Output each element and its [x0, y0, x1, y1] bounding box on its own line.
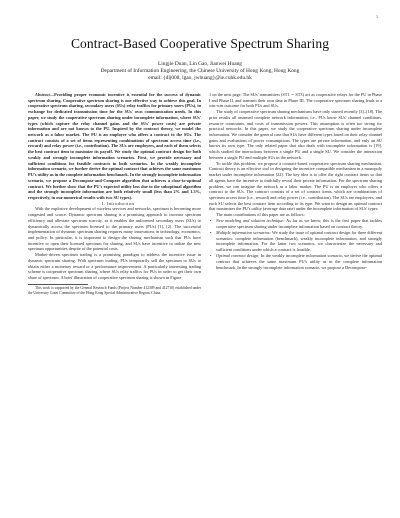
introduction-body: [28, 206, 201, 280]
abstract-text: —Providing proper economic incentive is essential for the success of dynamic spectrum sharing. Cooperative spectrum sharing is one effective way to achieve this goal. In cooperative spectrum sharing, secondary users (SUs) relay traffics for primary users (PUs), in exchange for dedicated transmission time for the SUs' own communication needs. In this paper, we study the cooperative spectrum sharing under incomplete information, where SUs' types (which capture the relay channel gains and the SUs' power costs) are private information and are not known to the PU. Inspired by the contract theory, we model the network as a labor market. The PU is an employer who offers a contract to the SUs. The contract consists of a set of items representing combinations of spectrum access time (i.e., reward) and relay power (i.e., contribution). The SUs are employees, and each of them selects the best contract item to maximize its payoff. We study the optimal contract design for both weakly and strongly incomplete information scenarios. First, we provide necessary and sufficient conditions for feasible contracts in both scenarios. In the weakly incomplete information scenario, we further derive the optimal contract that achieves the same maximum PU's utility as in the complete information benchmark. In the strongly incomplete information scenario, we propose a Decompose-and-Compare algorithm that achieves a close-to-optimal contract. We further show that the PU's expected utility loss due to the suboptimal algorithm and the strongly incomplete information are both relatively small (less than 2% and 1.3%, respectively, in our numerical results with two SU types).: [28, 92, 201, 200]
body-paragraph: The main contributions of this paper are as follows:: [216, 212, 305, 218]
bullet-icon: •: [210, 253, 212, 259]
body-paragraph: The study of cooperative spectrum sharing mechanisms have only started recently [3]–[18]. The prior results all assumed complete network information, i.e., PUs know SUs' channel conditions, resource constraints, and costs of transmission powers. This assumption is often too strong for practical networks. In this paper, we study the cooperative spectrum sharing under incomplete information. We consider the general case that SUs have different types based on their relay channel gains and evaluations of power consumptions. The types are private information, and only an SU knows its own type. The only related paper that also deals with incomplete information is [19], which studied the interactions between a single PU and a single SU. We consider the interaction between a single PU and multiple SUs in the network.: [209, 109, 382, 160]
contribution-label: Optimal contract design:: [216, 253, 260, 259]
body-paragraph: 1 on the next page. The SUs' transmitters (ST1 ∼ ST3) act as cooperative relays for the PU in Phase I and Phase II, and transmit their own data in Phase III. The cooperative spectrum sharing leads to a win-win outcome for both PUs and SUs.: [209, 92, 382, 109]
bullet-icon: •: [210, 218, 212, 224]
section-heading-introduction: I. Introduction: [101, 200, 135, 206]
contribution-text: We study the issue of optimal contract design for three different scenarios: complete information (benchmark), weakly incomplete information, and strongly incomplete information. For the latter two scenarios, we characterize the necessary and sufficient conditions under which a contract is feasible.: [216, 230, 382, 253]
abstract: [28, 92, 201, 201]
author-affiliation: Department of Information Engineering, the Chinese University of Hong Kong, Hong Kong: [100, 68, 300, 75]
intro-paragraph: With the explosive development of wireless services and networks, spectrum is becoming more congested and scarce. Dynamic spectrum sharing is a promising approach to increase spectrum efficiency and alleviate spectrum scarcity, as it enables the unlicensed secondary users (SUs) to dynamically access the spectrum licensed to the primary users (PUs) [1], [2]. The successful implementation of dynamic spectrum sharing requires many innovations in technology, economics, and policy. In particular, it is important to design the sharing mechanism such that PUs have incentive to open their licensed spectrum for sharing, and SUs have incentive to utilize the new spectrum opportunities despite of the potential costs.: [28, 206, 201, 252]
contribution-label: New modeling and solution technique:: [216, 218, 285, 224]
contribution-item: [209, 230, 382, 253]
bullet-icon: •: [210, 230, 212, 236]
page-number: 1: [376, 14, 378, 19]
contribution-label: Multiple information scenarios:: [216, 230, 271, 236]
left-column: [28, 92, 201, 296]
contribution-item: [209, 218, 382, 229]
paper-title: Contract-Based Cooperative Spectrum Sharing: [70, 36, 330, 51]
footnote-divider: [28, 284, 88, 285]
author-names: Lingjie Duan, Lin Gao, Jianwei Huang: [158, 61, 242, 67]
contribution-text: As far as we know, this is the first paper that tackles cooperative spectrum sharing under incomplete information based on contract theory.: [216, 218, 383, 229]
contribution-text: In the weakly incomplete information scenario, we derive the optimal contract that achieves the same maximum PU's utility as in the complete information benchmark. In the strongly incomplete information scenario, we propose a Decompose-: [216, 253, 383, 270]
funding-footnote: This work is supported by the General Research Funds (Project Number 412309 and 412710) established under the University Grant Committee of the Hong Kong Special Administrative Region, China.: [28, 286, 201, 295]
right-column: [209, 92, 382, 270]
author-block: [0, 61, 400, 83]
author-email: email: {dlj008, lgao, jwhuang}@ie.cuhk.edu.hk: [148, 75, 252, 82]
intro-paragraph: Market-driven spectrum trading is a promising paradigm to address the incentive issue in dynamic spectrum sharing. With spectrum trading, PUs temporarily sell the spectrum to SUs to obtain either a monetary reward or a performance improvement. A particularly interesting trading scheme is cooperative spectrum sharing, where SUs relay traffics for PUs in order to get their own share of spectrum. A brief illustration of cooperative spectrum sharing is shown in Figure: [28, 252, 201, 280]
abstract-label: Abstract: [35, 92, 50, 97]
body-paragraph: To tackle this problem, we propose a contract-based cooperative spectrum sharing mechanism. Contract theory is an effective tool in designing the incentive compatible mechanism in a monopoly market under incomplete information [22]. The key idea is to offer the right contract items so that all agents have the incentive to truthfully reveal their private information. For the spectrum sharing problem, we can imagine the network as a labor market. The PU is an employer who offers a contract to the SUs. The contract consists of a set of contract items, which are combinations of spectrum access time (i.e., reward) and relay power (i.e., contribution). The SUs are employees, and each SU selects the best contract item according to its type. We want to design an optimal contract that maximizes the PU's utility (average data rate) under the incomplete information of SUs' types.: [209, 160, 382, 212]
contribution-item: [209, 253, 382, 270]
